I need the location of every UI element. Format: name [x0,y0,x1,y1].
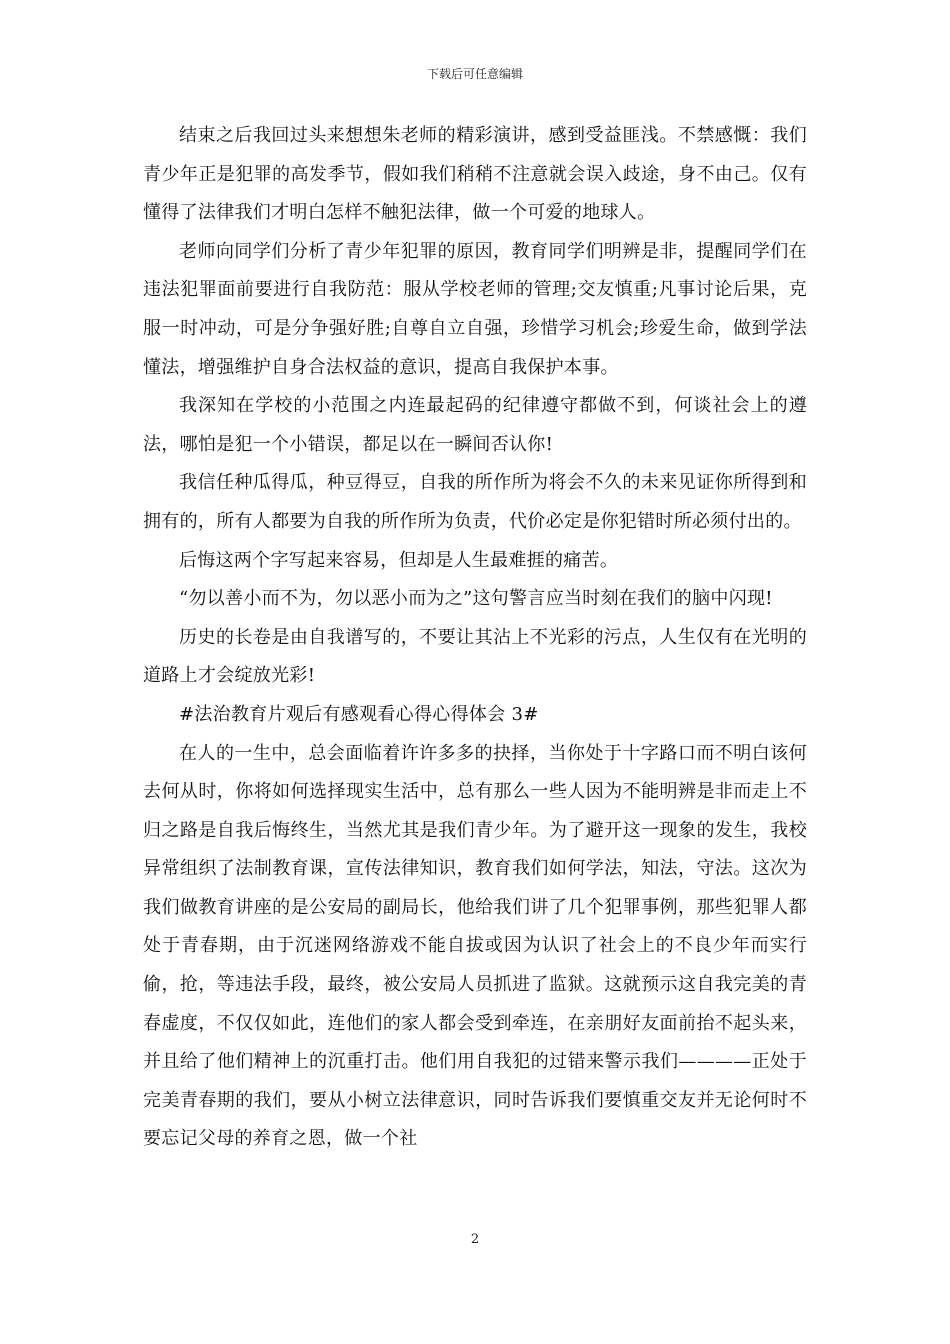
paragraph: 历史的长卷是由自我谱写的，不要让其沾上不光彩的污点，人生仅有在光明的道路上才会绽放光彩! [143,626,807,687]
paragraph: 我深知在学校的小范围之内连最起码的纪律遵守都做不到，何谈社会上的遵法，哪怕是犯一个小错误，都足以在一瞬间否认你! [143,395,807,455]
paragraph: 老师向同学们分析了青少年犯罪的原因，教育同学们明辨是非，提醒同学们在违法犯罪面前要进行自我防范：服从学校老师的管理;交友慎重;凡事讨论后果，克服一时冲动，可是分争强好胜;自尊自立自强，珍惜学习机会;珍爱生命，做到学法懂法，增强维护自身合法权益的意识，提高自我保护本事。 [143,240,807,378]
page-number: 2 [470,1232,480,1247]
paragraph: “勿以善小而不为，勿以恶小而为之”这句警言应当时刻在我们的脑中闪现! [179,588,773,610]
paragraph: 结束之后我回过头来想想朱老师的精彩演讲，感到受益匪浅。不禁感慨：我们青少年正是犯罪的高发季节，假如我们稍稍不注意就会误入歧途，身不由己。仅有懂得了法律我们才明白怎样不触犯法律，做一个可爱的地球人。 [143,125,807,224]
paragraph: 我信任种瓜得瓜，种豆得豆，自我的所作所为将会不久的未来见证你所得到和拥有的，所有人都要为自我的所作所为负责，代价必定是你犯错时所必须付出的。 [143,472,807,532]
paragraph: 后悔这两个字写起来容易，但却是人生最难捱的痛苦。 [179,549,619,571]
document-body [143,117,807,1159]
section-heading: #法治教育片观后有感观看心得心得体会 3# [179,703,539,725]
page-header: 下载后可任意编辑 [426,67,523,81]
paragraph: 在人的一生中，总会面临着许许多多的抉择，当你处于十字路口而不明白该何去何从时，你将如何选择现实生活中，总有那么一些人因为不能明辨是非而走上不归之路是自我后悔终生，当然尤其是我们青少年。为了避开这一现象的发生，我校异常组织了法制教育课，宣传法律知识，教育我们如何学法，知法，守法。这次为我们做教育讲座的是公安局的副局长，他给我们讲了几个犯罪事例，那些犯罪人都处于青春期，由于沉迷网络游戏不能自拔或因为认识了社会上的不良少年而实行偷，抢，等违法手段，最终，被公安局人员抓进了监狱。这就预示这自我完美的青春虚度，不仅仅如此，连他们的家人都会受到牵连，在亲朋好友面前抬不起头来，并且给了他们精神上的沉重打击。他们用自我犯的过错来警示我们————正处于完美青春期的我们，要从小树立法律意识，同时告诉我们要慎重交友并无论何时不要忘记父母的养育之恩，做一个社 [143,742,807,1150]
